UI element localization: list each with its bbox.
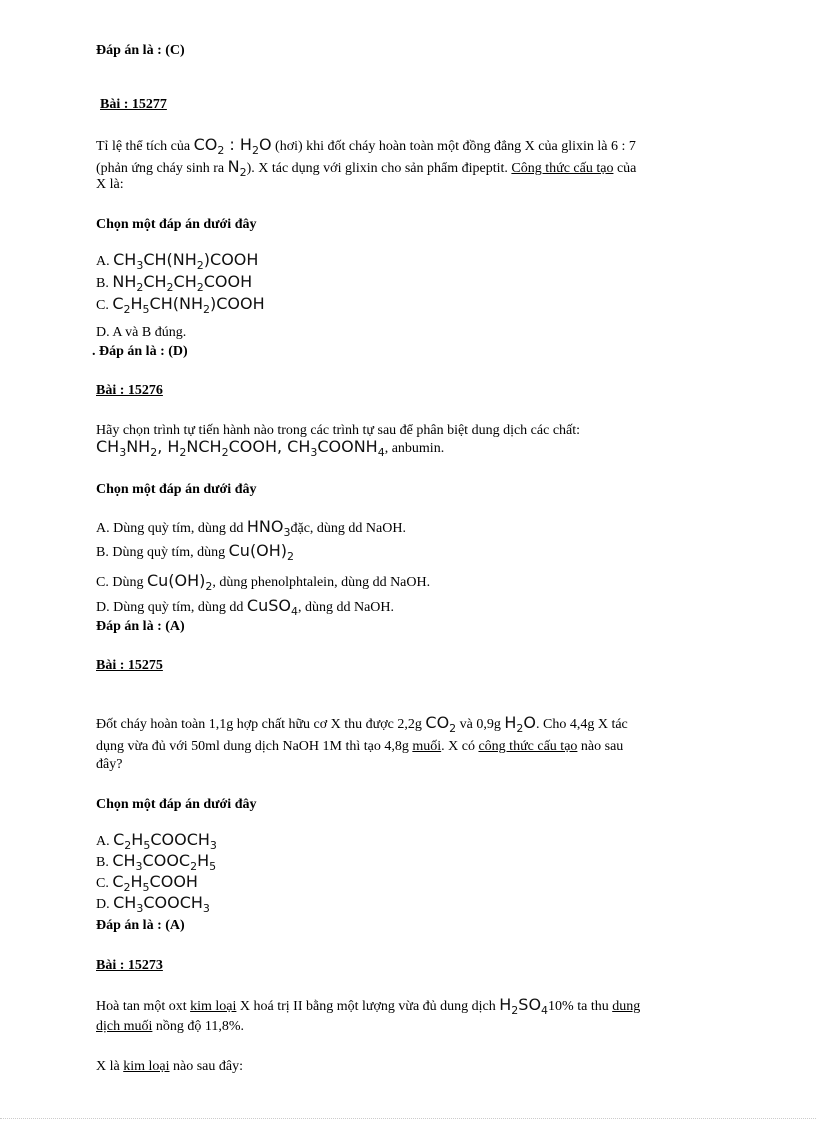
- option-a[interactable]: A. $CH_3CH(NH_2)COOH$: [96, 250, 259, 273]
- choose-answer-label: Chọn một đáp án dưới đây: [96, 482, 257, 497]
- link-muoi[interactable]: muối: [412, 739, 442, 754]
- question-heading-15275: Bài : 15275: [96, 658, 163, 673]
- option-a[interactable]: A. Dùng quỳ tím, dùng dd $HNO_3đặc$, dùng dd NaOH.: [96, 517, 406, 540]
- answer-15275: Đáp án là : (A): [96, 918, 185, 933]
- question-text-15275-line2: dụng vừa đủ với 50ml dung dịch NaOH 1M thì tạo 4,8g muối. X có công thức cấu tạo nào sau: [96, 739, 624, 754]
- option-b[interactable]: B. $CH_3COOC_2H_5$: [96, 851, 217, 874]
- question-text-15273-line2: dịch muối nồng độ 11,8%.: [96, 1019, 245, 1034]
- formula-co2-h2o: $CO_2$ : $H_2O$: [193, 135, 272, 158]
- answer-15276: Đáp án là : (A): [96, 619, 185, 634]
- question-heading-15277: Bài : 15277: [100, 97, 167, 112]
- formula-option-a: $C_2H_5COOCH_3$: [113, 830, 217, 853]
- option-d[interactable]: D. Dùng quỳ tím, dùng dd CuSO$_4$, dùng dd NaOH.: [96, 596, 394, 619]
- question-text-15277-line2: (phản ứng cháy sinh ra $N_2$). X tác dụng với glixin cho sản phẩm đipeptit. Công thức cấu tạo của: [96, 157, 637, 180]
- formula-h2so4: $H_2SO_4$: [499, 995, 549, 1018]
- question-text-15273-line3: X là kim loại nào sau đây:: [96, 1059, 243, 1074]
- formula-option-d: $CH_3COOCH_3$: [113, 893, 210, 916]
- formula-h2o: $H_2O$: [504, 713, 536, 736]
- answer-15277: . Đáp án là : (D): [92, 344, 188, 359]
- formula-cuoh2: $Cu(OH)_2$: [228, 541, 295, 564]
- formula-option-c: $C_2H_5COOH$: [112, 872, 198, 895]
- choose-answer-label: Chọn một đáp án dưới đây: [96, 217, 257, 232]
- question-text-15277-line1: Tỉ lệ thể tích của $CO_2$ : $H_2O$ (hơi) khi đốt cháy hoàn toàn một đồng đẳng X của glixin là 6 : 7: [96, 135, 636, 158]
- option-a[interactable]: A. $C_2H_5COOCH_3$: [96, 830, 217, 853]
- formula-co2: $CO_2$: [425, 713, 457, 736]
- formula-cuoh2: $Cu(OH)_2$: [146, 571, 213, 594]
- option-c[interactable]: C. Dùng $Cu(OH)_2$, dùng phenolphtalein, dùng dd NaOH.: [96, 571, 431, 594]
- option-b[interactable]: B. $NH_2CH_2CH_2COOH$: [96, 272, 253, 295]
- question-text-15275-line1: Đốt cháy hoàn toàn 1,1g hợp chất hữu cơ X thu được 2,2g $CO_2$ và 0,9g $H_2O$. Cho 4,4g X tác: [96, 713, 628, 736]
- formula-n2: $N_2$: [227, 157, 247, 180]
- question-text-15275-line3: đây?: [96, 757, 123, 772]
- formula-option-b: $CH_3COOC_2H_5$: [112, 851, 217, 874]
- formula-compounds: $CH_3NH_2$, $H_2NCH_2COOH$, $CH_3COONH_4$: [96, 437, 385, 460]
- option-d[interactable]: D. A và B đúng.: [96, 325, 187, 340]
- formula-hno3: $HNO_3$: [246, 517, 291, 540]
- link-cong-thuc-cau-tao[interactable]: công thức cấu tạo: [478, 739, 578, 754]
- link-kim-loai[interactable]: kim loại: [190, 999, 237, 1014]
- answer-previous: Đáp án là : (C): [96, 43, 185, 58]
- option-b[interactable]: B. Dùng quỳ tím, dùng $Cu(OH)_2$: [96, 541, 295, 564]
- question-heading-15276: Bài : 15276: [96, 383, 163, 398]
- formula-option-c: $C_2H_5CH(NH_2)COOH$: [112, 294, 265, 317]
- choose-answer-label: Chọn một đáp án dưới đây: [96, 797, 257, 812]
- option-d[interactable]: D. $CH_3COOCH_3$: [96, 893, 210, 916]
- question-text-15277-line3: X là:: [96, 177, 124, 192]
- formula-option-b: $NH_2CH_2CH_2COOH$: [112, 272, 253, 295]
- link-dung-dich-muoi[interactable]: dung: [612, 999, 641, 1014]
- formula-option-a: $CH_3CH(NH_2)COOH$: [113, 250, 259, 273]
- formula-cuso4: CuSO$_4$: [246, 596, 298, 619]
- option-c[interactable]: C. $C_2H_5CH(NH_2)COOH$: [96, 294, 265, 317]
- link-kim-loai[interactable]: kim loại: [123, 1059, 170, 1074]
- option-c[interactable]: C. $C_2H_5COOH$: [96, 872, 198, 895]
- question-text-15276-line1: Hãy chọn trình tự tiến hành nào trong các trình tự sau để phân biệt dung dịch các chất:: [96, 423, 581, 438]
- question-heading-15273: Bài : 15273: [96, 958, 163, 973]
- link-cong-thuc-cau-tao[interactable]: Công thức cấu tạo: [511, 161, 614, 176]
- question-text-15276-line2: $CH_3NH_2$, $H_2NCH_2COOH$, $CH_3COONH_4$, anbumin.: [96, 437, 445, 460]
- page-bottom-divider: [0, 1118, 816, 1119]
- link-dung-dich-muoi[interactable]: dịch muối: [96, 1019, 153, 1034]
- question-text-15273-line1: Hoà tan một oxt kim loại X hoá trị II bằng một lượng vừa đủ dung dịch $H_2SO_410\%$ ta thu dung: [96, 995, 641, 1018]
